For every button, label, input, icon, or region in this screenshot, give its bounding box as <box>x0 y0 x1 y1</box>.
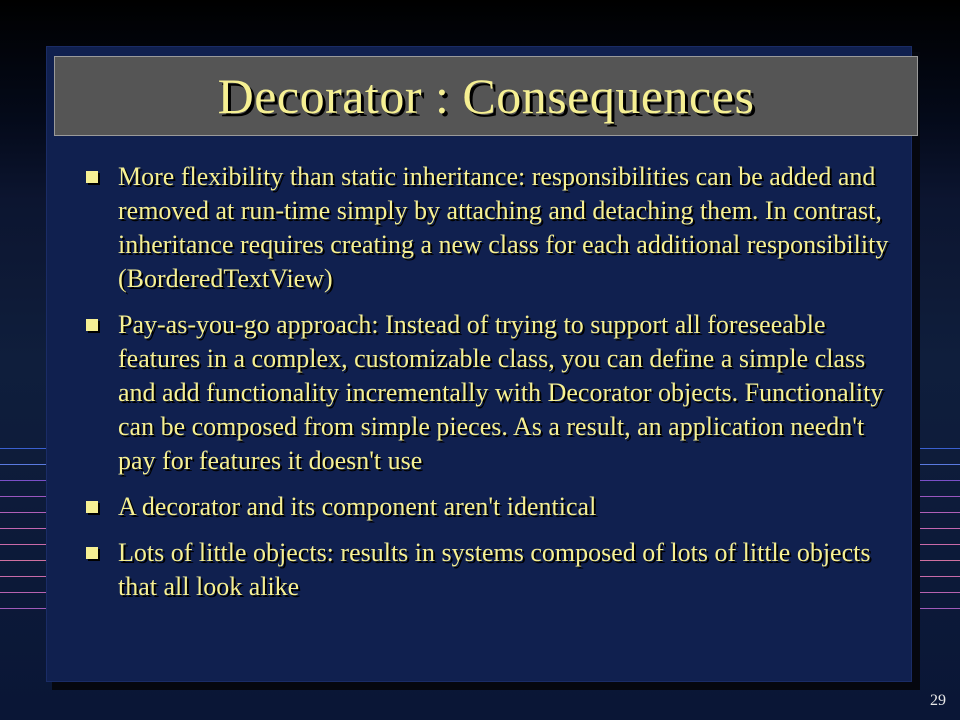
decorative-line <box>0 544 52 545</box>
decorative-line <box>0 480 52 481</box>
decorative-line <box>916 544 960 545</box>
decorative-line <box>916 560 960 561</box>
decorative-line <box>916 512 960 513</box>
decorative-line <box>0 464 52 465</box>
decorative-line <box>916 448 960 449</box>
bullet-text: More flexibility than static inheritance: responsibilities can be added and removed at run-time simply by attaching and detaching them. In contrast, inheritance requires creating a new class for each additional responsibility (BorderedTextView) <box>118 162 889 293</box>
decorative-line <box>916 528 960 529</box>
decorative-lines-right <box>916 448 960 618</box>
bullet-list <box>84 160 904 616</box>
decorative-line <box>916 496 960 497</box>
bullet-item <box>84 160 904 296</box>
decorative-line <box>916 592 960 593</box>
decorative-line <box>0 560 52 561</box>
decorative-line <box>916 608 960 609</box>
bullet-item <box>84 308 904 478</box>
square-bullet-icon <box>86 547 98 559</box>
page-number: 29 <box>930 692 946 709</box>
decorative-line <box>0 528 52 529</box>
square-bullet-icon <box>86 319 98 331</box>
decorative-line <box>916 576 960 577</box>
slide-title: Decorator : Consequences <box>217 68 755 124</box>
bullet-text: Pay-as-you-go approach: Instead of trying to support all foreseeable features in a complex, customizable class, you can define a simple class and add functionality incrementally with Decorator objects. Functionality can be composed from simple pieces. As a result, an application needn't pay for features it doesn't use <box>118 310 884 475</box>
decorative-line <box>0 592 52 593</box>
bullet-text: Lots of little objects: results in systems composed of lots of little objects that all look alike <box>118 538 871 601</box>
decorative-line <box>0 448 52 449</box>
square-bullet-icon <box>86 171 98 183</box>
decorative-line <box>916 480 960 481</box>
decorative-line <box>0 512 52 513</box>
decorative-line <box>0 496 52 497</box>
bullet-text: A decorator and its component aren't identical <box>118 492 597 521</box>
bullet-item <box>84 490 904 524</box>
square-bullet-icon <box>86 501 98 513</box>
decorative-line <box>0 576 52 577</box>
decorative-line <box>916 464 960 465</box>
bullet-item <box>84 536 904 604</box>
title-bar <box>54 56 918 136</box>
decorative-lines-left <box>0 448 52 618</box>
decorative-line <box>0 608 52 609</box>
